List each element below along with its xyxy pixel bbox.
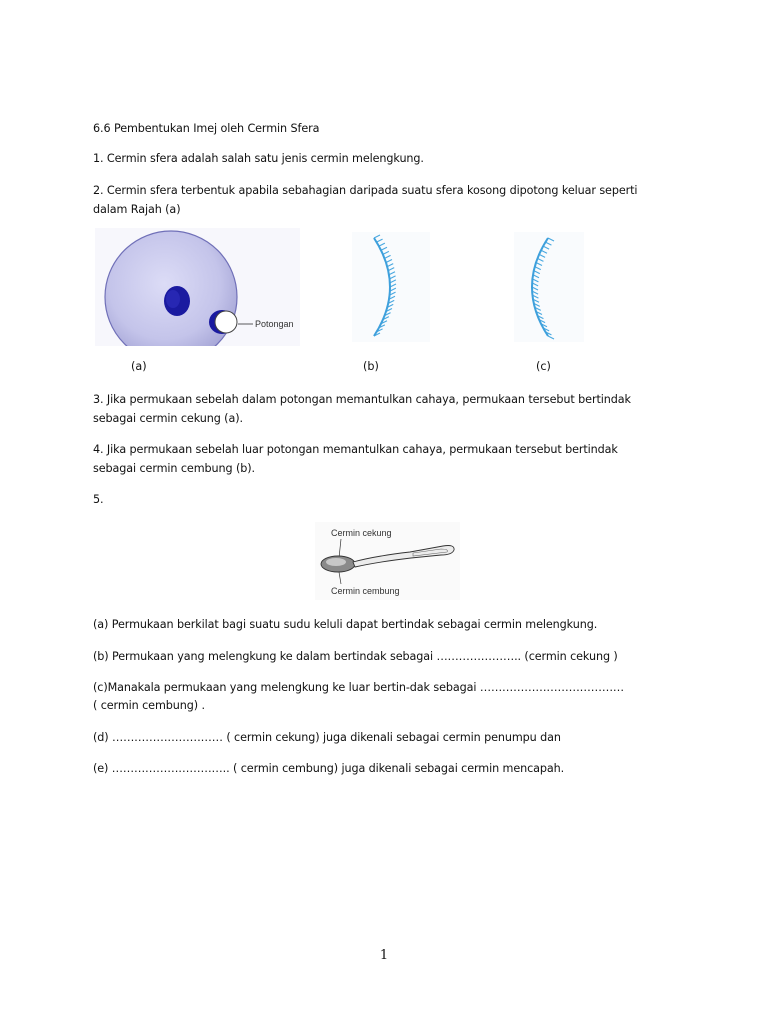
question-d: (d) ………………………… ( cermin cekung) juga dikenali sebagai cermin penumpu dan <box>93 731 561 744</box>
caption-a: (a) <box>131 360 147 373</box>
caption-b: (b) <box>363 360 379 373</box>
paragraph-2-line-1: 2. Cermin sfera terbentuk apabila sebahagian daripada suatu sfera kosong dipotong keluar seperti <box>93 184 638 197</box>
paragraph-1: 1. Cermin sfera adalah salah satu jenis cermin melengkung. <box>93 152 424 165</box>
question-e: (e) ………………………….. ( cermin cembung) juga dikenali sebagai cermin mencapah. <box>93 762 565 775</box>
section-title: 6.6 Pembentukan Imej oleh Cermin Sfera <box>93 122 320 135</box>
spoon-label-convex: Cermin cembung <box>331 586 400 596</box>
paragraph-2-line-2: dalam Rajah (a) <box>93 203 181 216</box>
paragraph-4-line-2: sebagai cermin cembung (b). <box>93 462 255 475</box>
paragraph-4-line-1: 4. Jika permukaan sebelah luar potongan memantulkan cahaya, permukaan tersebut bertindak <box>93 443 618 456</box>
question-c-line-2: ( cermin cembung) . <box>93 699 205 712</box>
potongan-label: Potongan <box>255 319 294 329</box>
question-a: (a) Permukaan berkilat bagi suatu sudu keluli dapat bertindak sebagai cermin melengkung. <box>93 618 598 631</box>
page-number: 1 <box>379 948 389 963</box>
paragraph-5-number: 5. <box>93 493 104 506</box>
caption-c: (c) <box>536 360 551 373</box>
figure-spoon <box>315 522 460 600</box>
question-b: (b) Permukaan yang melengkung ke dalam bertindak sebagai ………………….. (cermin cekung ) <box>93 650 618 663</box>
question-c-line-1: (c)Manakala permukaan yang melengkung ke luar bertin-dak sebagai ………………………………… <box>93 681 625 694</box>
figure-convex-mirror <box>514 232 584 342</box>
cutout-piece <box>209 310 237 334</box>
paragraph-3-line-2: sebagai cermin cekung (a). <box>93 412 243 425</box>
paragraph-3-line-1: 3. Jika permukaan sebelah dalam potongan memantulkan cahaya, permukaan tersebut bertindak <box>93 393 631 406</box>
figure-sphere-cutout <box>95 228 300 346</box>
spoon-label-concave: Cermin cekung <box>331 528 392 538</box>
figure-concave-mirror <box>352 232 430 342</box>
